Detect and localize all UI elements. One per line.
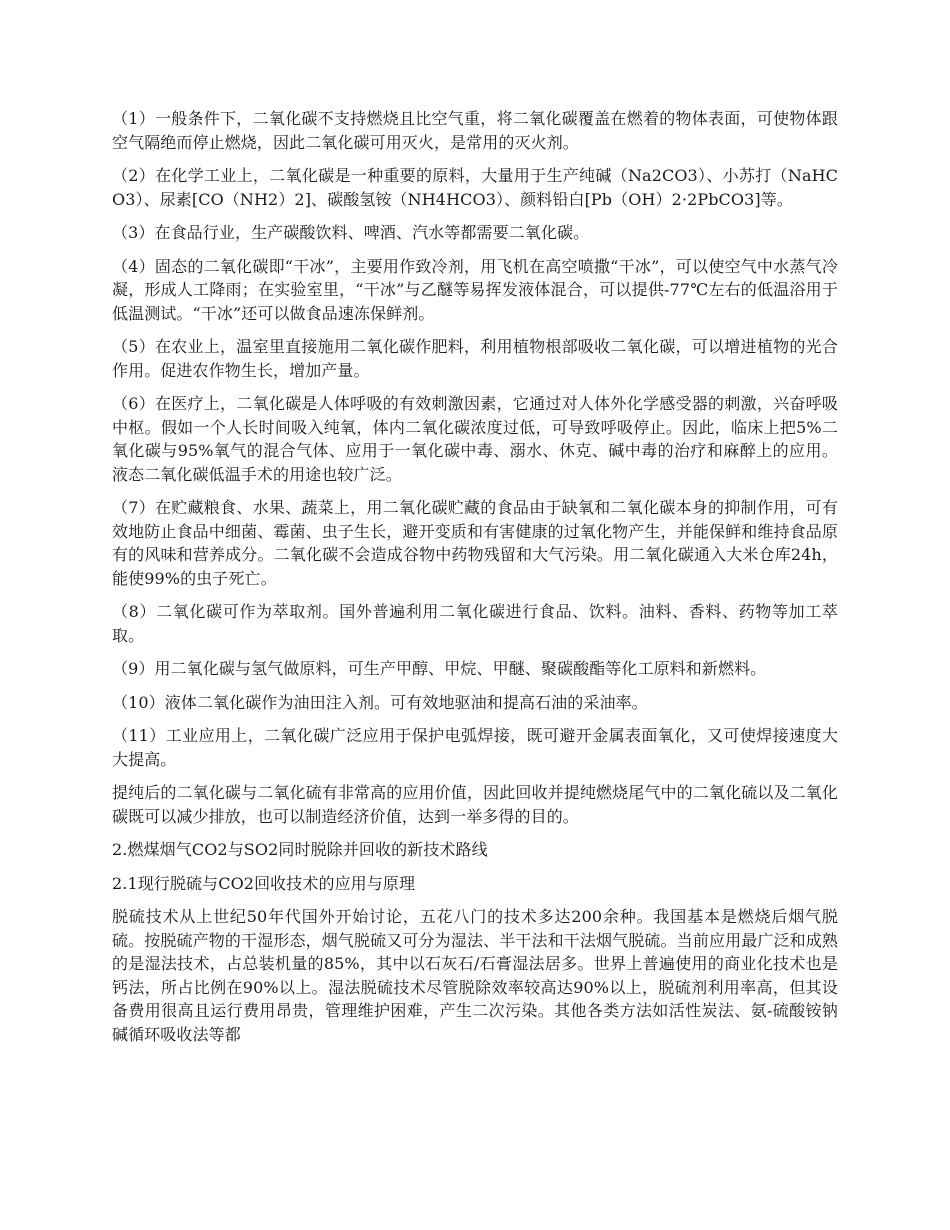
paragraph-item-7: （7）在贮藏粮食、水果、蔬菜上，用二氧化碳贮藏的食品由于缺氧和二氧化碳本身的抑制作用，可有效地防止食品中细菌、霉菌、虫子生长，避开变质和有害健康的过氧化物产生，并能保鲜和维持食品原有的风味和营养成分。二氧化碳不会造成谷物中药物残留和大气污染。用二氧化碳通入大米仓库24h，能使99%的虫子死亡。 xyxy=(112,498,838,588)
paragraph-item-8: （8）二氧化碳可作为萃取剂。国外普遍利用二氧化碳进行食品、饮料。油料、香料、药物等加工萃取。 xyxy=(112,602,838,645)
paragraph-item-9: （9）用二氧化碳与氢气做原料，可生产甲醇、甲烷、甲醚、聚碳酸酯等化工原料和新燃料。 xyxy=(112,659,767,678)
paragraph-item-1: （1）一般条件下，二氧化碳不支持燃烧且比空气重，将二氧化碳覆盖在燃着的物体表面，可使物体跟空气隔绝而停止燃烧，因此二氧化碳可用灭火，是常用的灭火剂。 xyxy=(112,109,838,152)
paragraph-item-4: （4）固态的二氧化碳即“干冰”，主要用作致冷剂，用飞机在高空喷撒“干冰”，可以使空气中水蒸气冷凝，形成人工降雨；在实验室里，“干冰”与乙醚等易挥发液体混合，可以提供-77℃左右的低温浴用于低温测试。“干冰”还可以做食品速冻保鲜剂。 xyxy=(112,256,838,323)
paragraph-item-11: （11）工业应用上，二氧化碳广泛应用于保护电弧焊接，既可避开金属表面氧化，又可使焊接速度大大提高。 xyxy=(112,726,838,769)
subsection-heading: 2.1现行脱硫与CO2回收技术的应用与原理 xyxy=(112,873,416,893)
body-paragraph: 脱硫技术从上世纪50年代国外开始讨论，五花八门的技术多达200余种。我国基本是燃烧后烟气脱硫。按脱硫产物的干湿形态，烟气脱硫又可分为湿法、半干法和干法烟气脱硫。当前应用最广泛和成熟的是湿法技术，占总装机量的85%，其中以石灰石/石膏湿法居多。世界上普遍使用的商业化技术也是钙法，所占比例在90%以上。湿法脱硫技术尽管脱除效率较高达90%以上，脱硫剂利用率高，但其设备费用很高且运行费用昂贵，管理维护困难，产生二次污染。其他各类方法如活性炭法、氨-硫酸铵钠碱循环吸收法等都 xyxy=(112,907,838,1044)
paragraph-item-10: （10）液体二氧化碳作为油田注入剂。可有效地驱油和提高石油的采油率。 xyxy=(112,692,648,712)
summary-paragraph: 提纯后的二氧化碳与二氧化硫有非常高的应用价值，因此回收并提纯燃烧尾气中的二氧化硫以及二氧化碳既可以减少排放，也可以制造经济价值，达到一举多得的目的。 xyxy=(112,783,838,826)
paragraph-item-6: （6）在医疗上，二氧化碳是人体呼吸的有效刺激因素，它通过对人体外化学感受器的刺激，兴奋呼吸中枢。假如一个人长时间吸入纯氧，体内二氧化碳浓度过低，可导致呼吸停止。因此，临床上把5%二氧化碳与95%氧气的混合气体、应用于一氧化碳中毒、溺水、休克、碱中毒的治疗和麻醉上的应用。液态二氧化碳低温手术的用途也较广泛。 xyxy=(112,394,838,484)
section-heading: 2.燃煤烟气CO2与SO2同时脱除并回收的新技术路线 xyxy=(112,840,488,859)
paragraph-item-3: （3）在食品行业，生产碳酸饮料、啤酒、汽水等都需要二氧化碳。 xyxy=(112,223,590,242)
paragraph-item-2: （2）在化学工业上，二氧化碳是一种重要的原料，大量用于生产纯碱（Na2CO3）、小苏打（NaHCO3）、尿素[CO（NH2）2]、碳酸氢铵（NH4HCO3）、颜料铅白[Pb（OH）2·2PbCO3]等。 xyxy=(112,166,838,209)
document-page xyxy=(112,107,838,1056)
paragraph-item-5: （5）在农业上，温室里直接施用二氧化碳作肥料，利用植物根部吸收二氧化碳，可以增进植物的光合作用。促进农作物生长，增加产量。 xyxy=(112,337,838,380)
